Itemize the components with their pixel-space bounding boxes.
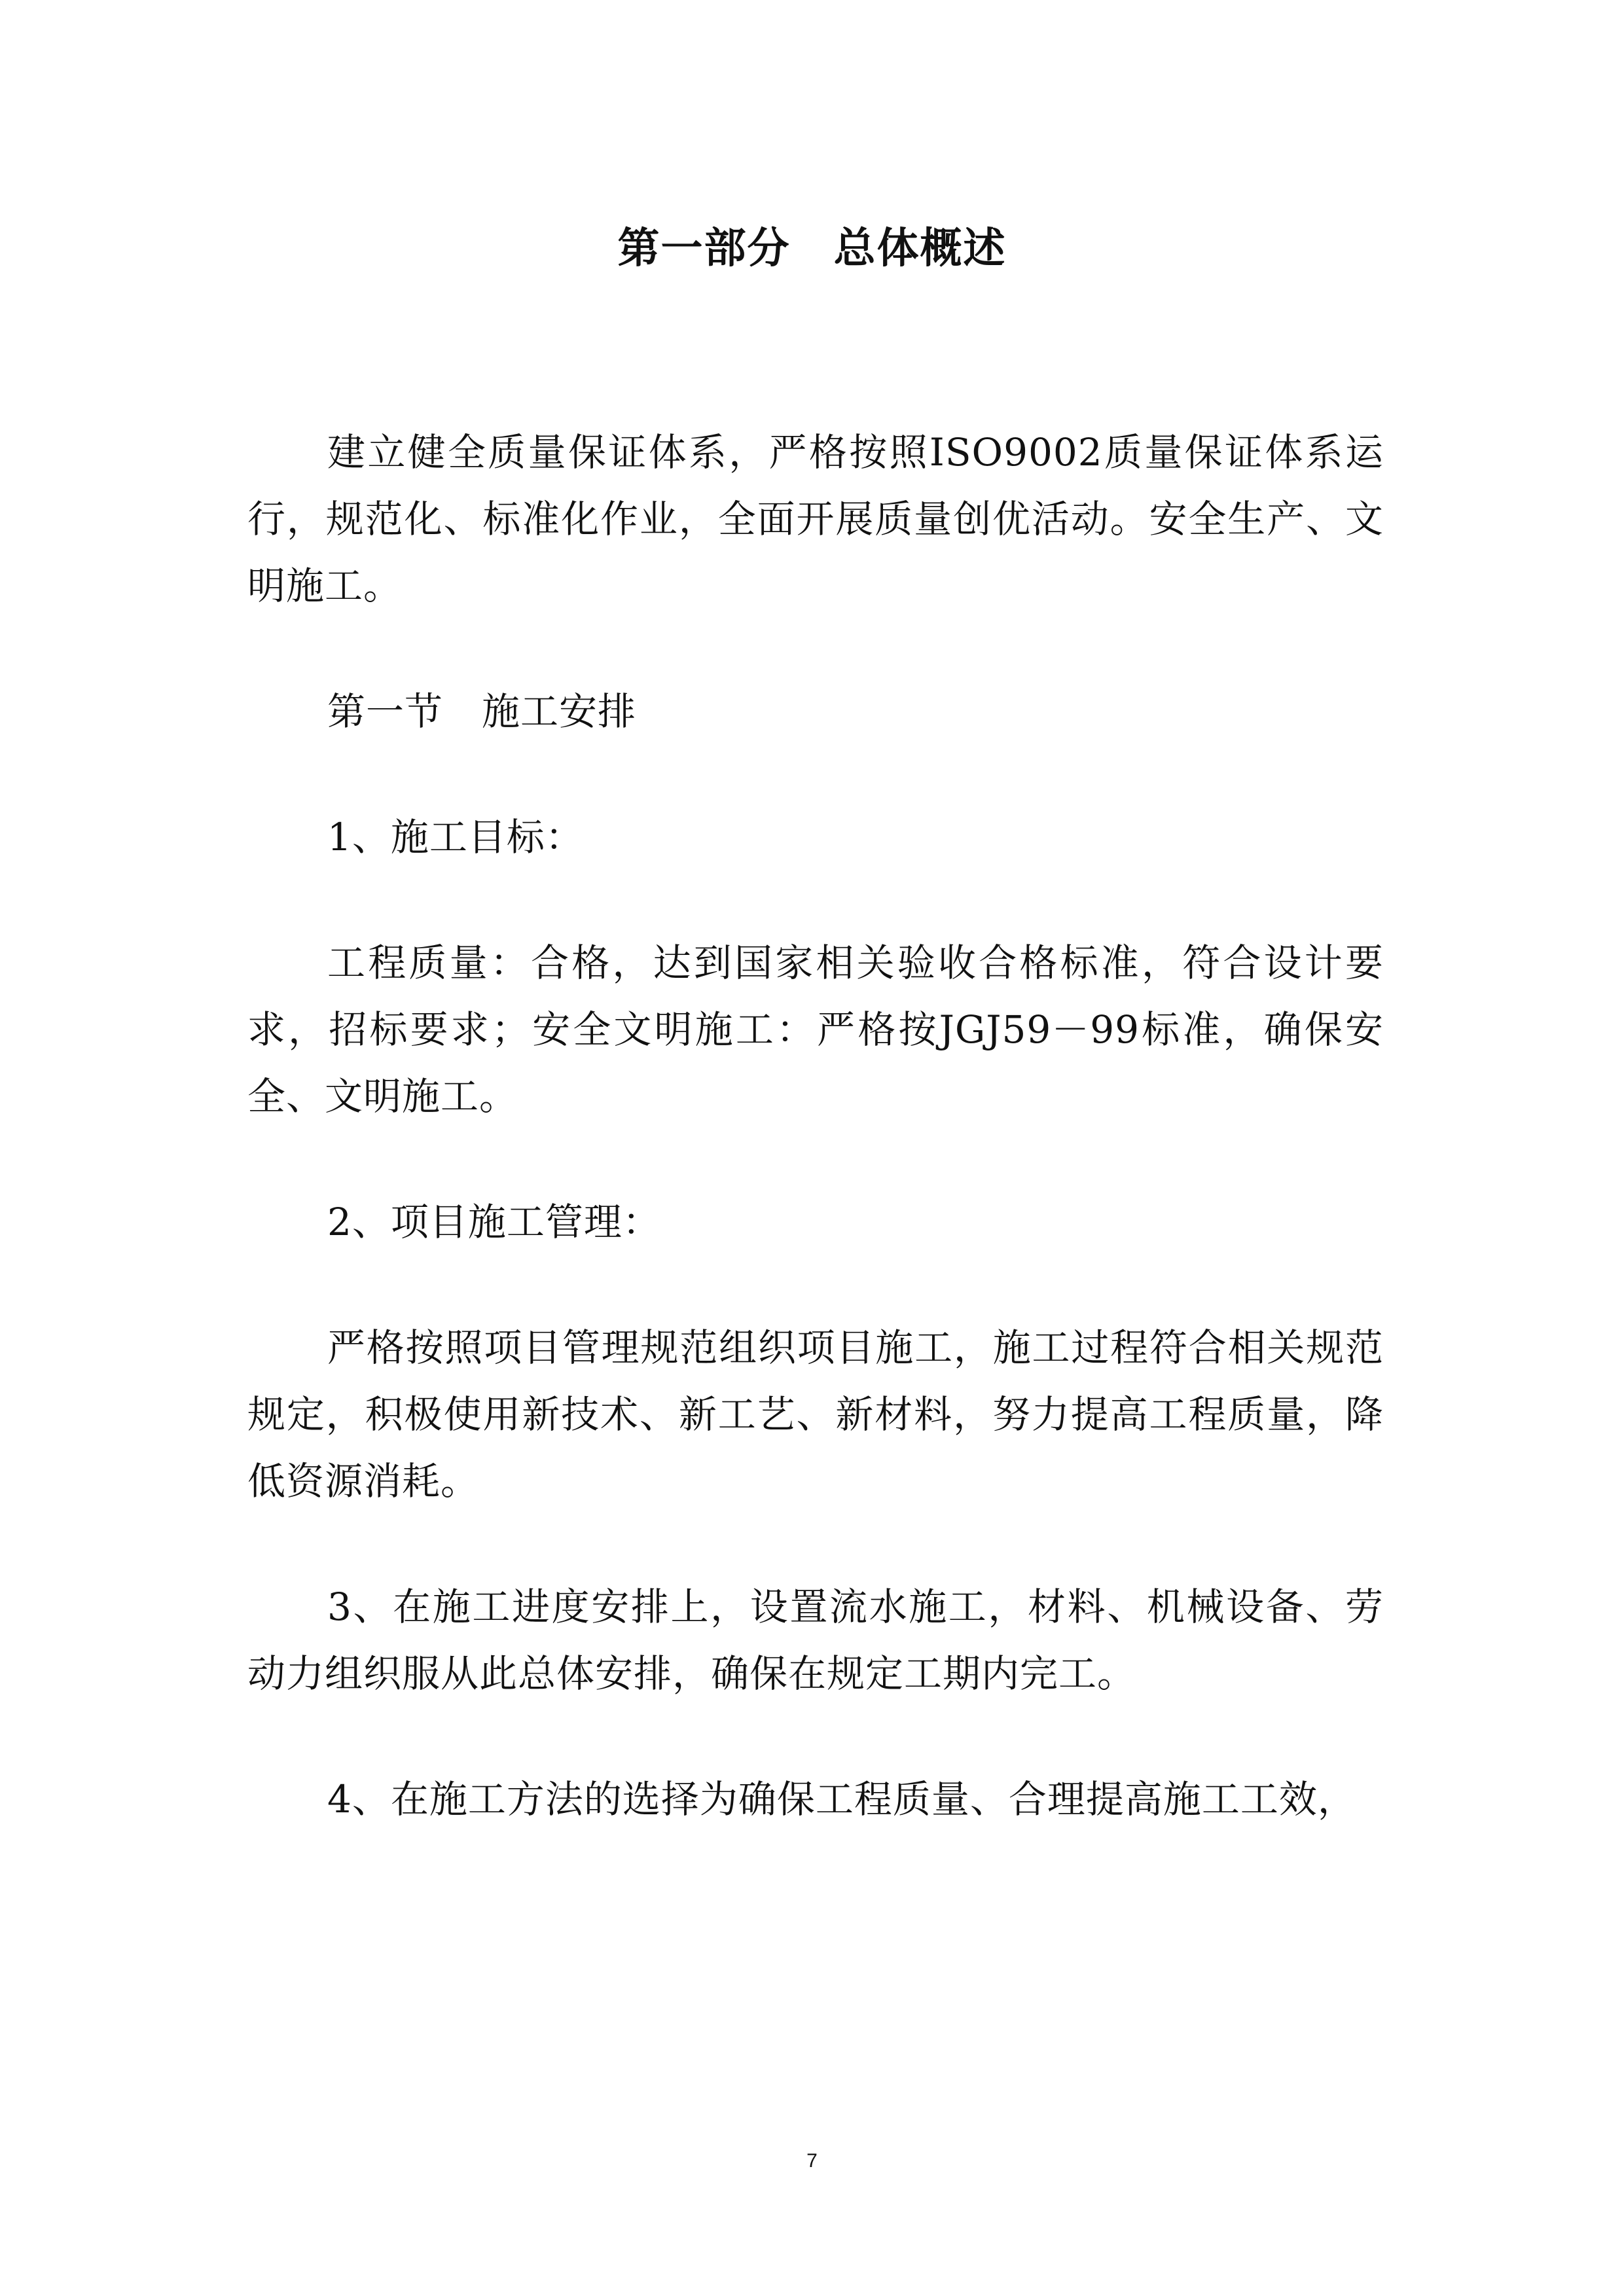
- paragraph-quality: 工程质量：合格，达到国家相关验收合格标准，符合设计要求，招标要求；安全文明施工：严格按JGJ59－99标准，确保安全、文明施工。: [247, 941, 1384, 1119]
- item-heading-2: 2、项目施工管理：: [327, 1200, 661, 1244]
- paragraph-intro: 建立健全质量保证体系，严格按照ISO9002质量保证体系运行，规范化、标准化作业，全面开展质量创优活动。安全生产、文明施工。: [247, 430, 1384, 608]
- item-heading-1: 1、施工目标：: [327, 815, 584, 859]
- page-title: 第一部分 总体概述: [617, 224, 1007, 273]
- paragraph-schedule: 3、在施工进度安排上，设置流水施工，材料、机械设备、劳动力组织服从此总体安排，确保在规定工期内完工。: [247, 1585, 1384, 1696]
- section-heading: 第一节 施工安排: [327, 689, 637, 734]
- document-body: [247, 419, 1384, 1892]
- page-number: 7: [806, 2150, 818, 2172]
- paragraph-method: 4、在施工方法的选择为确保工程质量、合理提高施工工效，: [327, 1777, 1356, 1821]
- paragraph-management: 严格按照项目管理规范组织项目施工，施工过程符合相关规范规定，积极使用新技术、新工艺、新材料，努力提高工程质量，降低资源消耗。: [247, 1325, 1384, 1503]
